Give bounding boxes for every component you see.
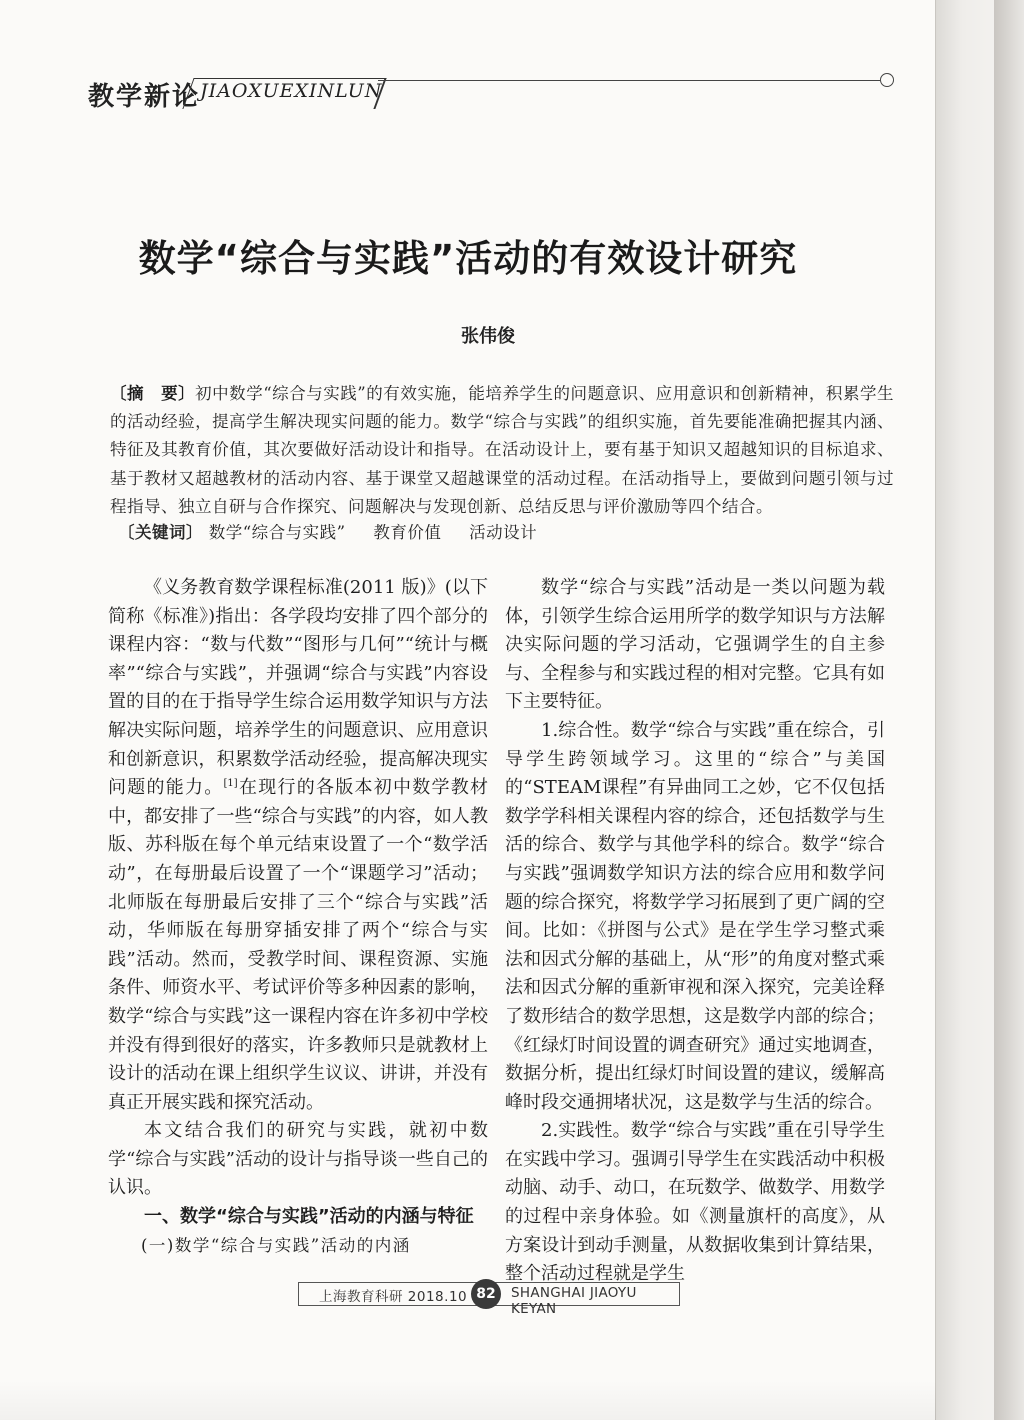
paragraph: 1.综合性。数学“综合与实践”重在综合，引导学生跨领域学习。这里的“综合”与美国的“STEAM课程”有异曲同工之妙，它不仅包括数学学科相关课程内容的综合，还包括数学与生活的综合、数学与其他学科的综合。数学“综合与实践”强调数学知识方法的综合应用和数学问题的综合探究，将数学学习拓展到了更广阔的空间。比如：《拼图与公式》是在学生学习整式乘法和因式分解的基础上，从“形”的角度对整式乘法和因式分解的重新审视和深入探究，完美诠释了数形结合的数学思想，这是数学内部的综合；《红绿灯时间设置的调查研究》通过实地调查，数据分析，提出红绿灯时间设置的建议，缓解高峰时段交通拥堵状况，这是数学与生活的综合。 — [505, 719, 885, 1113]
body-column-right — [505, 574, 885, 1289]
header-rule — [378, 80, 880, 81]
header-rule-end-circle — [880, 73, 894, 87]
paragraph-text: 《义务教育数学课程标准(2011 版)》(以下简称《标准》)指出：各学段均安排了四个部分的课程内容：“数与代数”“图形与几何”“统计与概率”“综合与实践”，并强调“综合与实践”内容设置的目的在于指导学生综合运用数学知识与方法解决实际问题，培养学生的问题意识、应用意识和创新意识，积累数学活动经验，提高解决现实问题的能力。 — [108, 577, 488, 799]
paragraph: 数学“综合与实践”活动是一类以问题为载体，引领学生综合运用所学的数学知识与方法解决实际问题的学习活动，它强调学生的自主参与、全程参与和实践过程的相对完整。它具有如下主要特征。 — [505, 577, 885, 713]
keyword: 活动设计 — [469, 523, 538, 542]
abstract-text: 初中数学“综合与实践”的有效实施，能培养学生的问题意识、应用意识和创新精神，积累学生的活动经验，提高学生解决现实问题的能力。数学“综合与实践”的组织实施，首先要能准确把握其内涵、特征及其教育价值，其次要做好活动设计和指导。在活动设计上，要有基于知识又超越知识的目标追求、基于教材又超越教材的活动内容、基于课堂又超越课堂的活动过程。在活动指导上，要做到问题引领与过程指导、独立自研与合作探究、问题解决与发现创新、总结反思与评价激励等四个结合。 — [110, 384, 894, 516]
section-pinyin: JIAOXUEXINLUN — [200, 80, 383, 102]
article-author: 张伟俊 — [461, 326, 515, 347]
keywords — [118, 519, 898, 547]
body-column-left — [108, 574, 488, 1260]
keyword: 数学“综合与实践” — [208, 523, 346, 542]
journal-name-cn: 上海教育科研 2018.10 — [319, 1289, 468, 1305]
keyword: 教育价值 — [373, 523, 442, 542]
reference-mark: [1] — [223, 778, 238, 790]
paragraph-text: 在现行的各版本初中数学教材中，都安排了一些“综合与实践”的内容，如人教版、苏科版在每个单元结束设置了一个“数学活动”，在每册最后设置了一个“课题学习”活动；北师版在每册最后安排了三个“综合与实践”活动，华师版在每册穿插安排了两个“综合与实践”活动。然而，受教学时间、课程资源、实施条件、师资水平、考试评价等多种因素的影响，数学“综合与实践”这一课程内容在许多初中学校并没有得到很好的落实，许多教师只是就教材上设计的活动在课上组织学生议议、讲讲，并没有真正开展实践和探究活动。 — [108, 777, 489, 1113]
page-footer — [298, 1282, 680, 1317]
scan-edge-shadow — [994, 0, 1024, 1420]
abstract — [110, 380, 894, 521]
journal-name-en: SHANGHAI JIAOYU KEYAN — [511, 1285, 637, 1317]
subsection-heading: (一)数学“综合与实践”活动的内涵 — [141, 1235, 411, 1255]
abstract-label: 〔摘 要〕 — [110, 384, 196, 403]
section-title: 教学新论 — [88, 82, 201, 112]
article-title: 数学“综合与实践”活动的有效设计研究 — [138, 237, 798, 280]
paragraph — [108, 574, 488, 1117]
keywords-label: 〔关键词〕 — [118, 523, 203, 542]
page-number: 82 — [471, 1279, 501, 1309]
paragraph: 本文结合我们的研究与实践，就初中数学“综合与实践”活动的设计与指导谈一些自己的认识。 — [108, 1120, 488, 1199]
section-heading: 一、数学“综合与实践”活动的内涵与特征 — [144, 1206, 474, 1228]
page-shadow — [0, 1380, 936, 1420]
paragraph: 2.实践性。数学“综合与实践”重在引导学生在实践中学习。强调引导学生在实践活动中积极动脑、动手、动口，在玩数学、做数学、用数学的过程中亲身体验。如《测量旗杆的高度》，从方案设计到动手测量，从数据收集到计算结果，整个活动过程就是学生 — [505, 1120, 885, 1285]
